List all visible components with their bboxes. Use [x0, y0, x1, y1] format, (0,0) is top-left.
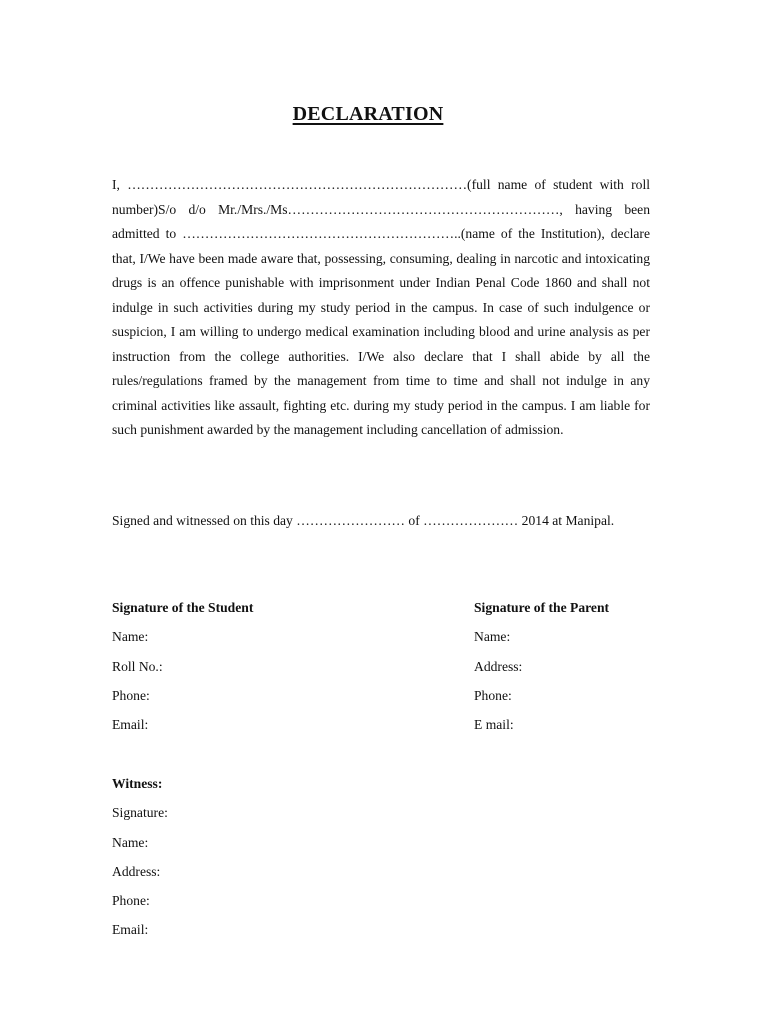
parent-signature-block: [474, 598, 734, 744]
witness-address-label: Address:: [112, 863, 161, 879]
witness-phone-label: Phone:: [112, 893, 150, 909]
witness-name-label: Name:: [112, 834, 149, 850]
student-name-label: Name:: [112, 629, 149, 645]
parent-address-label: Address:: [474, 658, 523, 674]
signed-witnessed-line: Signed and witnessed on this day …………………… of ………………… 2014 at Manipal.: [112, 513, 615, 528]
page-title: [0, 103, 736, 126]
declaration-paragraph: I, …………………………………………………………………(full name of student with roll number)S/o d/o Mr./Mrs./Ms……………………………………………………, having been admitted to ……………………………………………………..(name of the Institution), declare that, I/We have been made aware that, possessing, consuming, dealing in narcotic and intoxicating drugs is an offence punishable with imprisonment under Indian Penal Code 1860 and shall not indulge in such activities during my study period in the campus. In case of such indulgence or suspicion, I am willing to undergo medical examination including blood and urine analysis as per instruction from the college authorities. I/We also declare that I shall abide by all the rules/regulations framed by the management from time to time and shall not indulge in any criminal activities like assault, fighting etc. during my study period in the campus. I am liable for such punishment awarded by the management including cancellation of admission.: [112, 177, 650, 437]
student-phone-label: Phone:: [112, 687, 150, 703]
parent-signature-heading: Signature of the Parent: [474, 600, 610, 615]
student-signature-heading: Signature of the Student: [112, 600, 254, 615]
parent-email-label: E mail:: [474, 717, 514, 733]
parent-phone-label: Phone:: [474, 687, 512, 703]
witness-signature-label: Signature:: [112, 805, 168, 821]
parent-name-label: Name:: [474, 629, 511, 645]
student-roll-no-label: Roll No.:: [112, 658, 163, 674]
witness-email-label: Email:: [112, 922, 149, 938]
page-title-text: DECLARATION: [292, 103, 444, 125]
student-signature-block: [112, 598, 372, 744]
witness-block: [112, 774, 372, 950]
student-email-label: Email:: [112, 717, 149, 733]
witness-heading: Witness:: [112, 776, 163, 791]
